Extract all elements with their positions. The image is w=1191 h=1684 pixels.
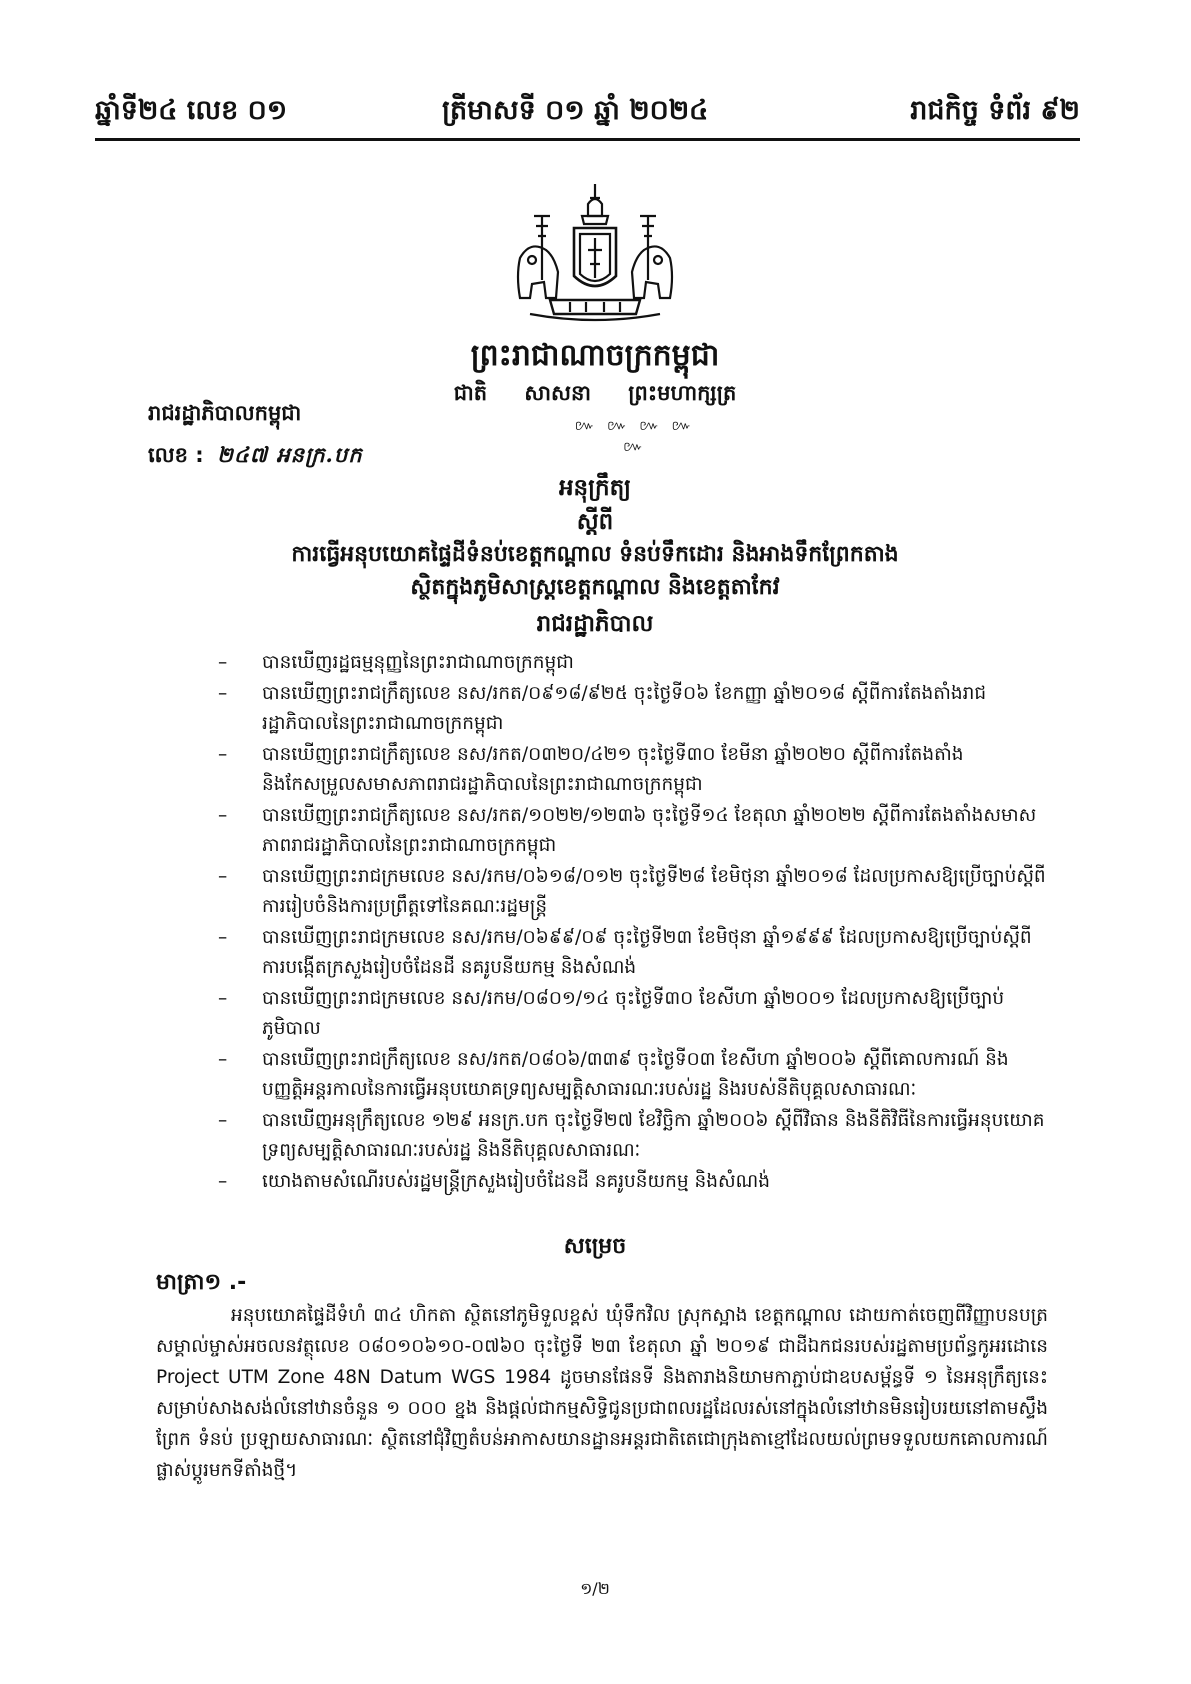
document-subject-line-2: ស្ថិតក្នុងភូមិសាស្ត្រខេត្តកណ្តាល និងខេត្តតាកែវ bbox=[410, 575, 780, 600]
reference-number-label: លេខ : bbox=[148, 443, 204, 467]
consideration-item: – បានឃើញព្រះរាជក្រឹត្យលេខ នស/រកត/០៩១៨/៩២៥ ចុះថ្ងៃទី០៦ ខែកញ្ញា ឆ្នាំ២០១៨ ស្តីពីការតែងតាំងរាជរដ្ឋាភិបាលនៃព្រះរាជាណាចក្រកម្ពុជា bbox=[218, 679, 1048, 740]
consideration-item: – បានឃើញអនុក្រឹត្យលេខ ១២៩ អនក្រ.បក ចុះថ្ងៃទី២៧ ខែវិច្ឆិកា ឆ្នាំ២០០៦ ស្តីពីវិធាន និងនីតិវិធីនៃការធ្វើអនុបយោគទ្រព្យសម្បត្តិសាធារណៈរបស់រដ្ឋ និងនីតិបុគ្គលសាធារណៈ bbox=[218, 1106, 1048, 1167]
article-1-label: មាត្រា១ .- bbox=[156, 1270, 247, 1295]
gazette-year-issue: ឆ្នាំទី២៤ លេខ ០១ bbox=[95, 95, 288, 126]
ornament-divider: ៚ ៚ ៚ ៚ ៚ bbox=[574, 418, 696, 455]
document-about: ស្តីពី bbox=[576, 509, 614, 535]
document-type: អនុក្រឹត្យ bbox=[558, 475, 632, 501]
document-subject-line-1: ការធ្វើអនុបយោគផ្ទៃដីទំនប់ខេត្តកណ្តាល ទំនប់ទឹកដោរ និងអាងទឹកព្រែកតាង bbox=[291, 542, 899, 567]
page-number: ១/២ bbox=[580, 1579, 610, 1598]
government-heading: រាជរដ្ឋាភិបាល bbox=[536, 611, 654, 637]
consideration-item: – បានឃើញព្រះរាជក្រឹត្យលេខ នស/រកត/១០២២/១២៣៦ ចុះថ្ងៃទី១៤ ខែតុលា ឆ្នាំ២០២២ ស្តីពីការតែងតាំងសមាសភាពរាជរដ្ឋាភិបាលនៃព្រះរាជាណាចក្រកម្ពុជា bbox=[218, 801, 1048, 862]
national-motto: ជាតិ សាសនា ព្រះមហាក្សត្រ bbox=[453, 381, 737, 405]
consideration-item: – បានឃើញរដ្ឋធម្មនុញ្ញនៃព្រះរាជាណាចក្រកម្ពុជា bbox=[218, 648, 1048, 679]
consideration-item: – បានឃើញព្រះរាជក្រឹត្យលេខ នស/រកត/០៨០៦/៣៣៩ ចុះថ្ងៃទី០៣ ខែសីហា ឆ្នាំ២០០៦ ស្តីពីគោលការណ៍ និងបញ្ញត្តិអន្តរកាលនៃការធ្វើអនុបយោគទ្រព្យសម្បត្តិសាធារណៈរបស់រដ្ឋ និងរបស់នីតិបុគ្គលសាធារណៈ bbox=[218, 1045, 1048, 1106]
consideration-item: – បានឃើញព្រះរាជក្រមលេខ នស/រកម/០៦១៨/០១២ ចុះថ្ងៃទី២៨ ខែមិថុនា ឆ្នាំ២០១៨ ដែលប្រកាសឱ្យប្រើច្បាប់ស្តីពីការរៀបចំនិងការប្រព្រឹត្តទៅនៃគណៈរដ្ឋមន្ត្រី bbox=[218, 862, 1048, 923]
royal-arms-emblem bbox=[510, 180, 680, 328]
reference-number-value: ២៤៧ អនក្រ.បក bbox=[217, 442, 363, 467]
considerations-list bbox=[218, 648, 1048, 1197]
gazette-header bbox=[95, 88, 1080, 141]
kingdom-name: ព្រះរាជាណាចក្រកម្ពុជា bbox=[470, 338, 720, 373]
consideration-item: – បានឃើញព្រះរាជក្រឹត្យលេខ នស/រកត/០៣២០/៤២១ ចុះថ្ងៃទី៣០ ខែមីនា ឆ្នាំ២០២០ ស្តីពីការតែងតាំង និងកែសម្រួលសមាសភាពរាជរដ្ឋាភិបាលនៃព្រះរាជាណាចក្រកម្ពុជា bbox=[218, 740, 1048, 801]
gazette-page: រាជកិច្ច ទំព័រ ៩២ bbox=[910, 95, 1080, 126]
reference-number bbox=[148, 442, 363, 473]
consideration-item: – បានឃើញព្រះរាជក្រមលេខ នស/រកម/០៨០១/១៤ ចុះថ្ងៃទី៣០ ខែសីហា ឆ្នាំ២០០១ ដែលប្រកាសឱ្យប្រើច្បាប់ភូមិបាល bbox=[218, 984, 1048, 1045]
consideration-item: – យោងតាមសំណើរបស់រដ្ឋមន្ត្រីក្រសួងរៀបចំដែនដី នគរូបនីយកម្ម និងសំណង់ bbox=[218, 1167, 1048, 1198]
article-1-text: អនុបយោគផ្ទៃដីទំហំ ៣៤ ហិកតា ស្ថិតនៅភូមិទួលខ្ពស់ ឃុំទឹកវិល ស្រុកស្អាង ខេត្តកណ្តាល ដោយកាត់ចេញពីវិញ្ញាបនបត្រសម្គាល់ម្ចាស់អចលនវត្ថុលេខ ០៨០១០៦១០-០៧៦០ ចុះថ្ងៃទី ២៣ ខែតុលា ឆ្នាំ ២០១៩ ជាដីឯកជនរបស់រដ្ឋតាមប្រព័ន្ធកូអរដោនេ Project UTM Zone 48N Datum WGS 1984 ដូចមានផែនទី និងតារាងនិយាមកាភ្ជាប់ជាឧបសម្ព័ន្ធទី ១ នៃអនុក្រឹត្យនេះ សម្រាប់សាងសង់លំនៅឋានចំនួន ១ ០០០ ខ្នង និងផ្តល់ជាកម្មសិទ្ធិជូនប្រជាពលរដ្ឋដែលរស់នៅក្នុងលំនៅឋានមិនរៀបរយនៅតាមស្ទឹង ព្រែក ទំនប់ ប្រឡាយសាធារណៈ ស្ថិតនៅជុំវិញតំបន់អាកាសយានដ្ឋានអន្តរជាតិតេជោក្រុងតាខ្មៅដែលយល់ព្រមទទួលយកគោលការណ៍ផ្លាស់ប្តូរមកទីតាំងថ្មី។ bbox=[156, 1305, 1048, 1481]
decision-heading: សម្រេច bbox=[563, 1234, 627, 1259]
issuing-government: រាជរដ្ឋាភិបាលកម្ពុជា bbox=[148, 401, 302, 425]
gazette-quarter: ត្រីមាសទី ០១ ឆ្នាំ ២០២៤ bbox=[442, 95, 709, 126]
consideration-item: – បានឃើញព្រះរាជក្រមលេខ នស/រកម/០៦៩៩/០៩ ចុះថ្ងៃទី២៣ ខែមិថុនា ឆ្នាំ១៩៩៩ ដែលប្រកាសឱ្យប្រើច្បាប់ស្តីពីការបង្កើតក្រសួងរៀបចំដែនដី នគរូបនីយកម្ម និងសំណង់ bbox=[218, 923, 1048, 984]
